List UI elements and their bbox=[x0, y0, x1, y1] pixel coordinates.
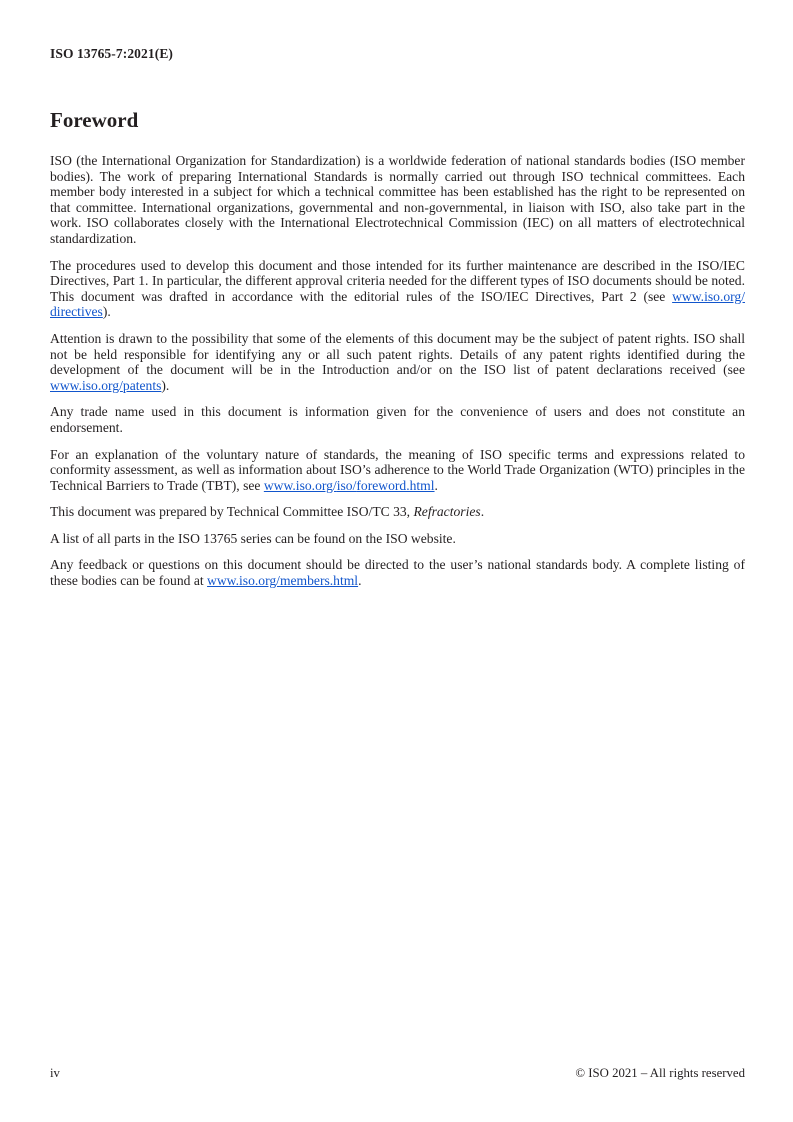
text-run: ). bbox=[161, 377, 170, 393]
paragraph bbox=[50, 504, 745, 520]
italic-text: Refractories bbox=[413, 504, 481, 520]
hyperlink[interactable]: www.iso.org/directives bbox=[50, 288, 745, 320]
text-run: A list of all parts in the ISO 13765 series can be found on the ISO website. bbox=[50, 530, 456, 546]
text-run: ISO (the International Organization for Standardization) is a worldwide federation of national standards bodies (ISO member bodies). The work of preparing International Standards is normally carried out through ISO technical committees. Each member body interested in a subject for which a technical committee has been established has the right to be represented on that committee. International organizations, governmental and non-governmental, in liaison with ISO, also take part in the work. ISO collaborates closely with the International Electrotechnical Commission (IEC) on all matters of electrotechnical standardization. bbox=[50, 153, 745, 246]
document-identifier: ISO 13765-7:2021(E) bbox=[50, 46, 174, 61]
hyperlink[interactable]: www.iso.org/iso/foreword.html bbox=[263, 477, 435, 493]
page-number: iv bbox=[50, 1066, 60, 1080]
paragraph bbox=[50, 258, 745, 320]
text-run: The procedures used to develop this document and those intended for its further maintenance are described in the ISO/IEC Directives, Part 1. In particular, the different approval criteria needed for the different types of ISO documents should be noted. This document was drafted in accordance with the editorial rules of the ISO/IEC Directives, Part 2 (see bbox=[50, 257, 745, 304]
text-run: ). bbox=[102, 304, 111, 320]
paragraph bbox=[50, 447, 745, 494]
paragraph bbox=[50, 153, 745, 247]
text-run: This document was prepared by Technical Committee ISO/TC 33, bbox=[50, 504, 414, 520]
text-run: . bbox=[480, 504, 485, 520]
paragraph bbox=[50, 331, 745, 393]
text-run: Any trade name used in this document is information given for the convenience of users and does not constitute an endorsement. bbox=[50, 404, 745, 435]
page-title: Foreword bbox=[50, 108, 139, 132]
copyright-notice: © ISO 2021 – All rights reserved bbox=[575, 1066, 745, 1080]
hyperlink[interactable]: www.iso.org/patents bbox=[50, 377, 162, 393]
paragraph bbox=[50, 557, 745, 588]
hyperlink[interactable]: www.iso.org/members.html bbox=[207, 573, 359, 589]
text-run: . bbox=[358, 573, 362, 589]
foreword-body bbox=[50, 153, 745, 600]
text-run: Any feedback or questions on this document should be directed to the user’s national standards body. A complete listing of these bodies can be found at bbox=[50, 557, 745, 589]
paragraph bbox=[50, 531, 745, 547]
text-run: For an explanation of the voluntary nature of standards, the meaning of ISO specific terms and expressions related to conformity assessment, as well as information about ISO’s adherence to the World Trade Organization (WTO) principles in the Technical Barriers to Trade (TBT), see bbox=[50, 446, 745, 493]
paragraph bbox=[50, 404, 745, 435]
text-run: . bbox=[434, 477, 438, 493]
page-footer bbox=[50, 1066, 745, 1081]
text-run: Attention is drawn to the possibility that some of the elements of this document may be the subject of patent rights. ISO shall not be held responsible for identifying any or all such patent rights. Details of any patent rights identified during the development of the document will be in the Introduction and/or on the ISO list of patent declarations received (see bbox=[50, 330, 745, 378]
